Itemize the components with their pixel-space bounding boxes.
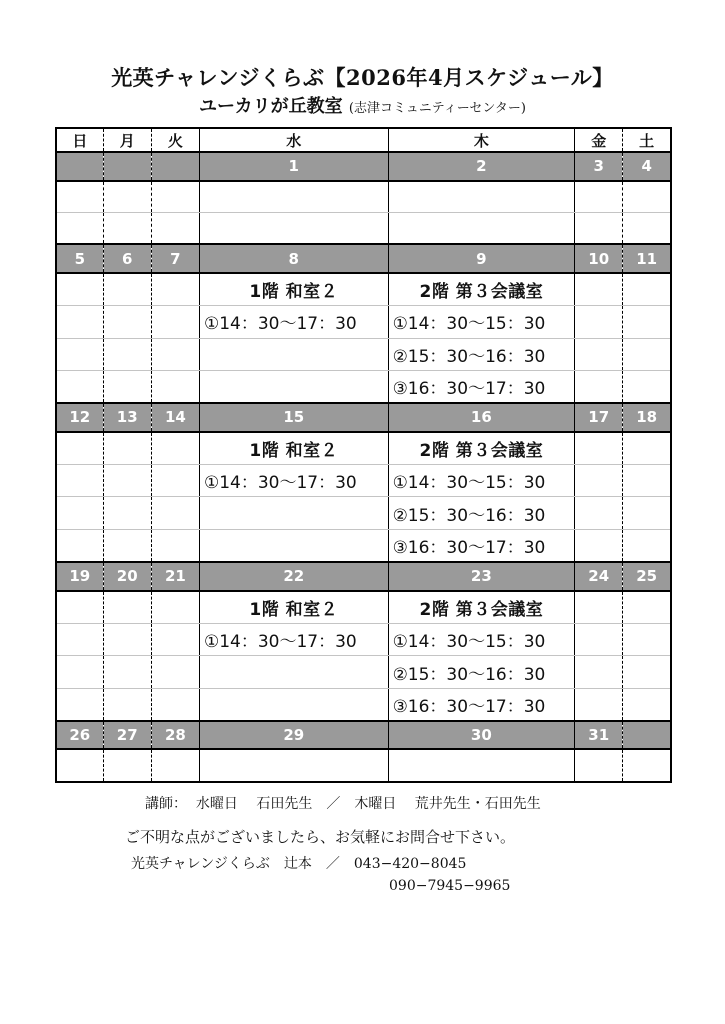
date-cell: 16 <box>388 403 575 431</box>
weekday-tue: 火 <box>151 128 199 152</box>
wed-time-slot: ①14：30〜17：30 <box>199 306 388 338</box>
classroom-title <box>0 92 725 118</box>
date-cell: 10 <box>575 244 623 272</box>
thu-time-slot: ②15：30〜16：30 <box>388 497 575 529</box>
date-cell <box>623 721 671 749</box>
thu-time-slot: ②15：30〜16：30 <box>388 338 575 370</box>
schedule-calendar <box>55 127 672 783</box>
session-time-row <box>56 338 671 370</box>
date-cell: 27 <box>103 721 151 749</box>
wed-room-label: 1階 和室２ <box>199 591 388 624</box>
empty-row <box>56 213 671 245</box>
date-cell <box>56 152 103 180</box>
date-cell: 18 <box>623 403 671 431</box>
date-cell: 12 <box>56 403 103 431</box>
date-cell: 20 <box>103 562 151 590</box>
date-cell: 29 <box>199 721 388 749</box>
session-time-row <box>56 656 671 688</box>
date-cell: 22 <box>199 562 388 590</box>
date-cell: 19 <box>56 562 103 590</box>
wed-time-slot: ①14：30〜17：30 <box>199 465 388 497</box>
weekday-fri: 金 <box>575 128 623 152</box>
date-cell: 28 <box>151 721 199 749</box>
thu-time-slot: ③16：30〜17：30 <box>388 529 575 562</box>
session-room-row <box>56 591 671 624</box>
session-room-row <box>56 432 671 465</box>
session-room-row <box>56 273 671 306</box>
date-cell: 4 <box>623 152 671 180</box>
date-cell: 31 <box>575 721 623 749</box>
date-cell: 14 <box>151 403 199 431</box>
date-cell: 25 <box>623 562 671 590</box>
date-row <box>56 152 671 180</box>
weekday-header-row <box>56 128 671 152</box>
session-time-row <box>56 465 671 497</box>
thu-room-label: 2階 第３会議室 <box>388 432 575 465</box>
date-cell: 23 <box>388 562 575 590</box>
thu-room-label: 2階 第３会議室 <box>388 591 575 624</box>
date-row <box>56 562 671 590</box>
session-time-row <box>56 623 671 655</box>
date-cell: 30 <box>388 721 575 749</box>
session-time-row <box>56 529 671 562</box>
date-cell: 8 <box>199 244 388 272</box>
date-row <box>56 244 671 272</box>
instructors-note: 講師： 水曜日 石田先生 ／ 木曜日 荒井先生・石田先生 <box>145 796 541 812</box>
wed-time-slot: ①14：30〜17：30 <box>199 623 388 655</box>
date-cell: 3 <box>575 152 623 180</box>
weekday-thu: 木 <box>388 128 575 152</box>
date-cell <box>151 152 199 180</box>
date-row <box>56 721 671 749</box>
weekday-sat: 土 <box>623 128 671 152</box>
inquiry-note: ご不明な点がございましたら、お気軽にお問合せ下さい。 <box>125 828 516 846</box>
weekday-wed: 水 <box>199 128 388 152</box>
date-cell: 1 <box>199 152 388 180</box>
date-row <box>56 403 671 431</box>
wed-room-label: 1階 和室２ <box>199 432 388 465</box>
date-cell: 6 <box>103 244 151 272</box>
date-cell: 26 <box>56 721 103 749</box>
session-time-row <box>56 688 671 721</box>
session-time-row <box>56 370 671 403</box>
contact-line: 光英チャレンジくらぶ 辻本 ／ 043−420−8045 <box>131 856 467 872</box>
thu-time-slot: ①14：30〜15：30 <box>388 306 575 338</box>
date-cell: 17 <box>575 403 623 431</box>
date-cell: 11 <box>623 244 671 272</box>
date-cell: 7 <box>151 244 199 272</box>
thu-time-slot: ③16：30〜17：30 <box>388 370 575 403</box>
thu-time-slot: ③16：30〜17：30 <box>388 688 575 721</box>
venue-name: (志津コミュニティーセンター) <box>348 101 526 116</box>
thu-time-slot: ②15：30〜16：30 <box>388 656 575 688</box>
weekday-sun: 日 <box>56 128 103 152</box>
thu-room-label: 2階 第３会議室 <box>388 273 575 306</box>
date-cell: 9 <box>388 244 575 272</box>
date-cell <box>103 152 151 180</box>
schedule-title: 光英チャレンジくらぶ【2026年4月スケジュール】 <box>111 65 614 90</box>
session-time-row <box>56 497 671 529</box>
empty-row <box>56 749 671 782</box>
date-cell: 21 <box>151 562 199 590</box>
contact-phone-mobile: 090−7945−9965 <box>389 878 511 894</box>
session-time-row <box>56 306 671 338</box>
thu-time-slot: ①14：30〜15：30 <box>388 623 575 655</box>
thu-time-slot: ①14：30〜15：30 <box>388 465 575 497</box>
date-cell: 5 <box>56 244 103 272</box>
empty-row <box>56 181 671 213</box>
weekday-mon: 月 <box>103 128 151 152</box>
date-cell: 2 <box>388 152 575 180</box>
date-cell: 13 <box>103 403 151 431</box>
date-cell: 15 <box>199 403 388 431</box>
classroom-name: ユーカリが丘教室 <box>199 96 343 117</box>
date-cell: 24 <box>575 562 623 590</box>
wed-room-label: 1階 和室２ <box>199 273 388 306</box>
